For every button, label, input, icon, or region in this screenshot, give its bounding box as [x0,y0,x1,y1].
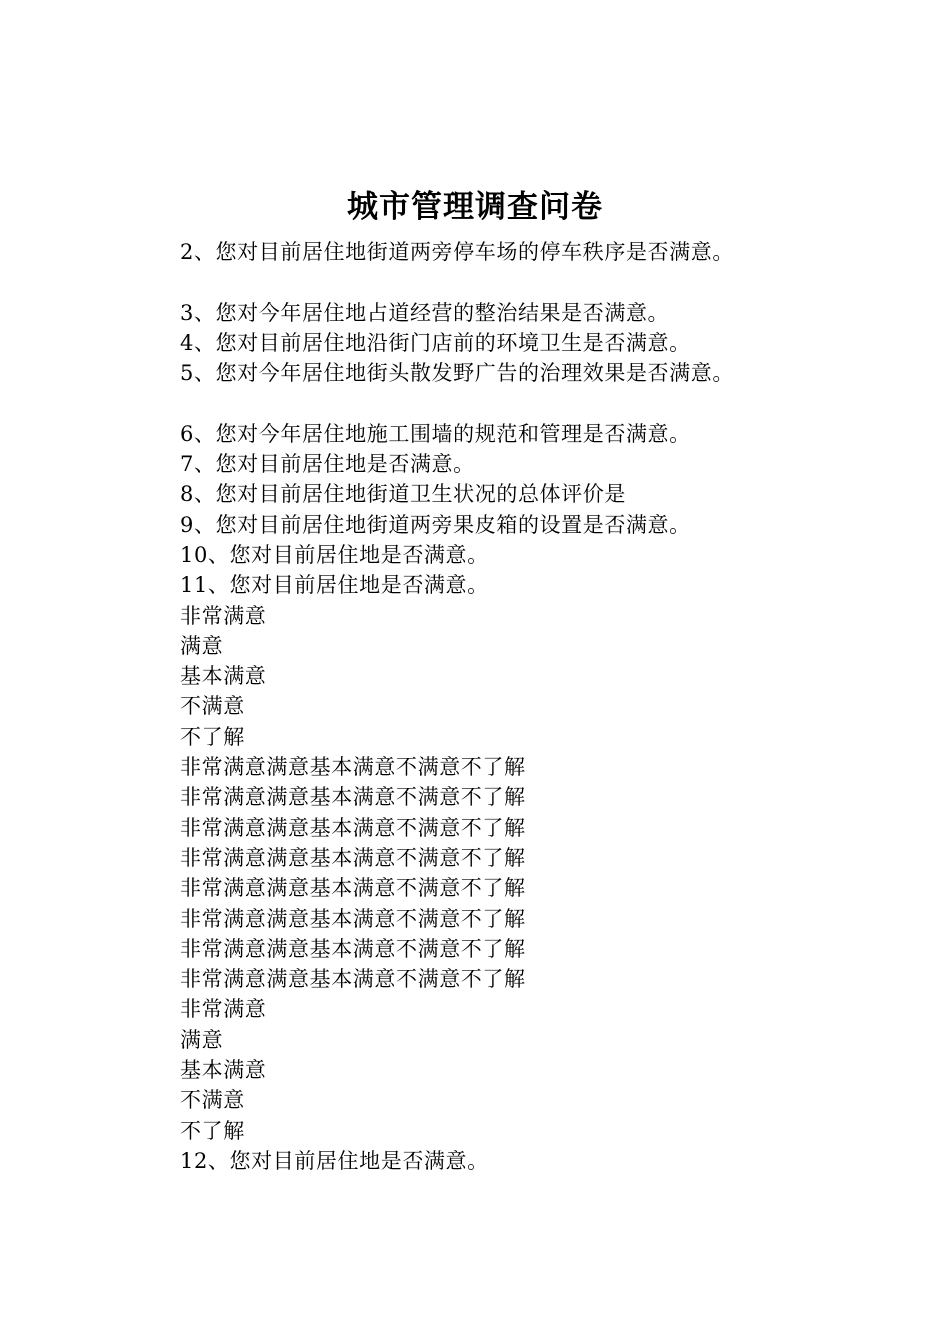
question-9: 9、您对目前居住地街道两旁果皮箱的设置是否满意。 [180,512,691,537]
option-row: 非常满意满意基本满意不满意不了解 [180,876,526,901]
option-row: 非常满意满意基本满意不满意不了解 [180,785,526,810]
option-line: 满意 [180,633,224,658]
question-10: 10、您对目前居住地是否满意。 [180,542,489,567]
option-line: 基本满意 [180,664,267,689]
option-line: 非常满意 [180,603,267,628]
option-line: 不了解 [180,724,245,749]
question-6: 6、您对今年居住地施工围墙的规范和管理是否满意。 [180,421,691,446]
question-12: 12、您对目前居住地是否满意。 [180,1148,489,1173]
option-row: 非常满意满意基本满意不满意不了解 [180,815,526,840]
option-row: 非常满意满意基本满意不满意不了解 [180,967,526,992]
option-row: 非常满意满意基本满意不满意不了解 [180,845,526,870]
document-title: 城市管理调查问卷 [347,189,603,225]
document-body [180,237,940,1176]
question-3: 3、您对今年居住地占道经营的整治结果是否满意。 [180,300,670,325]
question-4: 4、您对目前居住地沿街门店前的环境卫生是否满意。 [180,330,691,355]
question-7: 7、您对目前居住地是否满意。 [180,452,475,477]
blank-line [180,267,940,297]
blank-line [180,388,940,418]
option-line: 不满意 [180,1088,245,1113]
option-line: 满意 [180,1027,224,1052]
question-5: 5、您对今年居住地街头散发野广告的治理效果是否满意。 [180,361,734,386]
option-line: 不满意 [180,694,245,719]
option-row: 非常满意满意基本满意不满意不了解 [180,755,526,780]
option-line: 不了解 [180,1118,245,1143]
option-line: 非常满意 [180,997,267,1022]
question-11: 11、您对目前居住地是否满意。 [180,573,489,598]
option-row: 非常满意满意基本满意不满意不了解 [180,936,526,961]
question-8: 8、您对目前居住地街道卫生状况的总体评价是 [180,482,626,507]
question-2: 2、您对目前居住地街道两旁停车场的停车秩序是否满意。 [180,240,734,264]
option-line: 基本满意 [180,1058,267,1083]
option-row: 非常满意满意基本满意不满意不了解 [180,906,526,931]
